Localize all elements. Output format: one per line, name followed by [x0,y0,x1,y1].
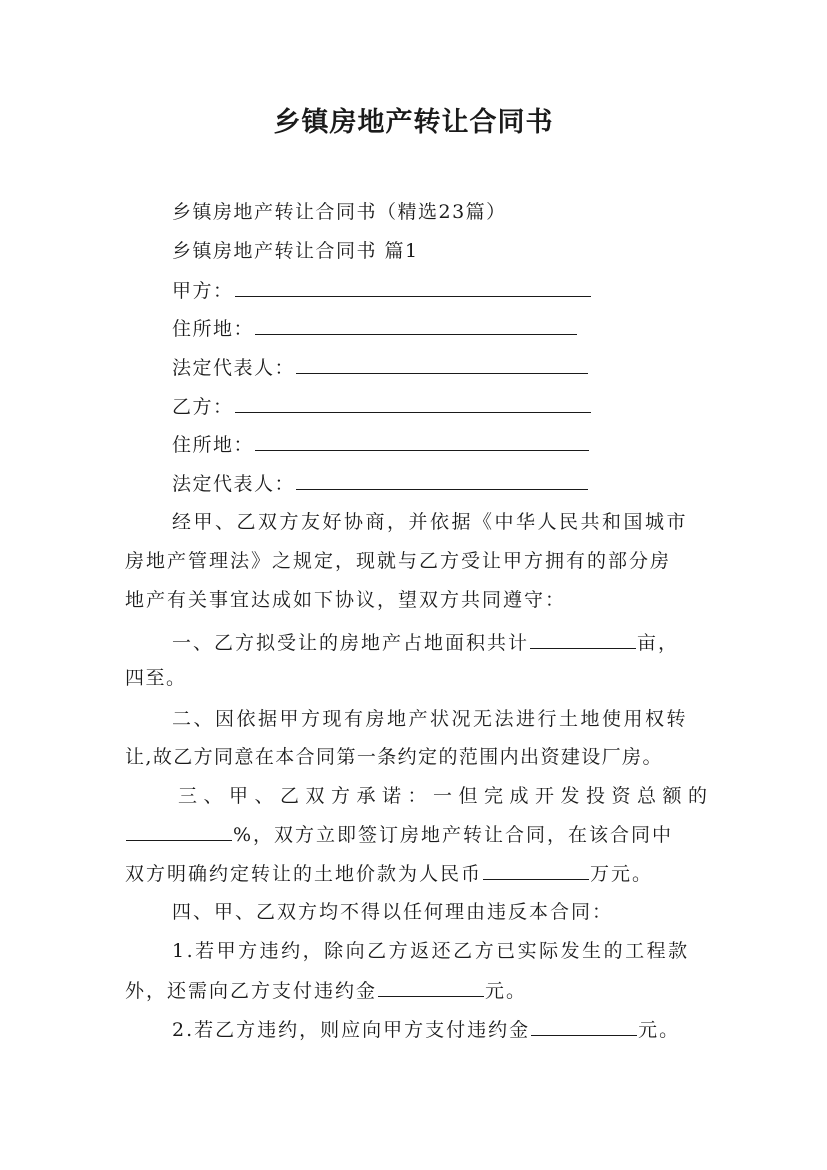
party-b-address-blank[interactable] [255,432,589,451]
party-b-address-label: 住所地： [172,434,255,456]
intro-line-3: 地产有关事宜达成如下协议，望双方共同遵守： [125,589,567,611]
party-a-rep-row [172,355,589,380]
clause-1-area-blank[interactable] [530,630,636,649]
clause-3-percent-blank[interactable] [126,822,232,841]
party-a-rep-blank[interactable] [296,355,588,374]
party-a-address-label: 住所地： [172,318,255,340]
party-b-label: 乙方： [172,396,234,418]
party-b-row [172,394,592,419]
clause-3-text-d: 万元。 [590,863,654,885]
item-1-line-2 [125,978,527,1003]
clause-3-line-3 [125,861,653,886]
item-2-penalty-blank[interactable] [531,1017,637,1036]
clause-3-text-c: 双方明确约定转让的土地价款为人民币 [125,863,483,885]
item-1-text-b: 元。 [485,980,528,1002]
party-b-rep-row [172,471,589,496]
subtitle-text: 乡镇房地产转让合同书（精选23篇） [172,201,507,223]
party-b-blank[interactable] [235,394,591,413]
document-title: 乡镇房地产转让合同书 [273,107,554,138]
intro-line-1: 经甲、乙双方友好协商，并依据《中华人民共和国城市 [172,511,689,533]
intro-line-2: 房地产管理法》之规定，现就与乙方受让甲方拥有的部分房 [125,550,672,572]
clause-3-text-b: %，双方立即签订房地产转让合同，在该合同中 [233,824,674,846]
clause-3-line-1: 三、甲、乙双方承诺：一但完成开发投资总额的 [178,785,714,807]
clause-3-price-blank[interactable] [483,861,589,880]
document-subtitle [172,200,507,224]
clause-1-text-a: 一、乙方拟受让的房地产占地面积共计 [172,632,530,654]
clause-2-line-1: 二、因依据甲方现有房地产状况无法进行土地使用权转 [172,708,689,730]
clause-1-line-2: 四至。 [125,667,187,689]
item-1-penalty-blank[interactable] [378,978,484,997]
party-a-address-blank[interactable] [255,316,577,335]
item-2-line [172,1017,680,1042]
party-a-blank[interactable] [235,278,591,297]
item-2-text-b: 元。 [638,1019,681,1041]
party-a-row [172,278,592,303]
item-1-text-a: 外，还需向乙方支付违约金 [125,980,378,1002]
clause-4: 四、甲、乙双方均不得以任何理由违反本合同： [172,901,614,923]
party-b-rep-label: 法定代表人： [172,473,296,495]
section-heading-text: 乡镇房地产转让合同书 篇1 [172,240,419,262]
party-b-rep-blank[interactable] [296,471,588,490]
party-a-label: 甲方： [172,280,234,302]
party-a-rep-label: 法定代表人： [172,357,296,379]
party-a-address-row [172,316,578,341]
clause-1-text-b: 亩， [637,632,680,654]
item-2-text-a: 2.若乙方违约，则应向甲方支付违约金 [172,1019,531,1041]
item-1-line-1: 1.若甲方违约，除向乙方返还乙方已实际发生的工程款 [172,940,690,962]
section-heading [172,239,419,263]
party-b-address-row [172,432,590,457]
clause-2-line-2: 让,故乙方同意在本合同第一条约定的范围内出资建设厂房。 [125,746,663,768]
clause-3-line-2 [125,822,673,847]
clause-1-line-1 [172,630,679,655]
